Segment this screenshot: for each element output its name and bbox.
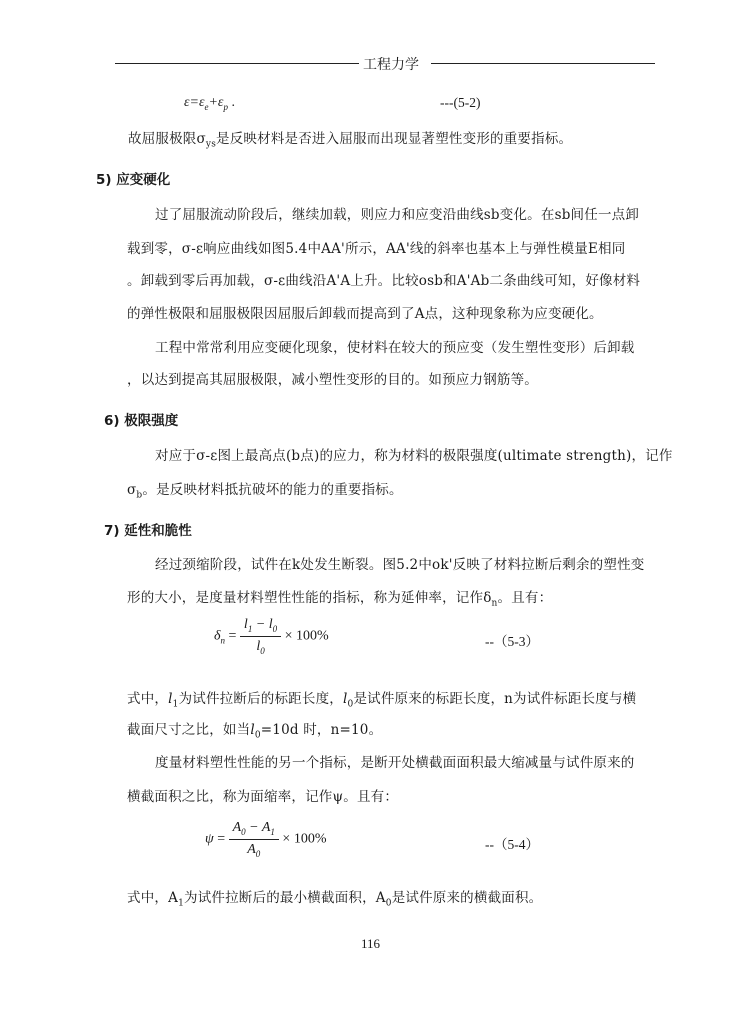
paragraph-line: 度量材料塑性性能的另一个指标，是断开处横截面面积最大缩减量与试件原来的 (155, 755, 635, 771)
page-number: 116 (360, 936, 381, 951)
equation-number-5-4: --（5-4） (485, 837, 539, 852)
header-rule-left (115, 63, 359, 64)
paragraph-line: $\sigma_b$。是反映材料抵抗破坏的能力的重要指标。 (127, 482, 403, 501)
section-heading-ductility: 7) 延性和脆性 (104, 523, 192, 539)
paragraph-line: 形的大小，是度量材料塑性性能的指标，称为延伸率，记作$\delta_n$。且有： (127, 590, 553, 609)
section-heading-ultimate-strength: 6) 极限强度 (104, 413, 179, 429)
fraction-elongation: $\frac{l_1 - l_0}{l_0}$ (240, 617, 281, 656)
paragraph-line: 横截面积之比，称为面缩率，记作ψ。且有： (127, 789, 399, 805)
header-rule-right (431, 63, 655, 64)
fraction-area-reduction: $\frac{A_0 - A_1}{A_0}$ (229, 820, 279, 859)
paragraph-line: 工程中常常利用应变硬化现象，使材料在较大的预应变（发生塑性变形）后卸载 (155, 340, 635, 356)
paragraph-line: 载到零，σ-ε响应曲线如图5.4中AA'所示，AA'线的斜率也基本上与弹性模量E相同 (127, 241, 626, 257)
running-header (115, 52, 655, 74)
paragraph-line: 过了屈服流动阶段后，继续加载，则应力和应变沿曲线sb变化。在sb间任一点卸 (155, 207, 640, 223)
equation-number-5-2: ---(5-2) (440, 95, 481, 110)
paragraph-yield-limit: 故屈服极限$\sigma_{ys}$是反映材料是否进入屈服而出现显著塑性变形的重要指标。 (128, 131, 573, 150)
equation-5-2: $\varepsilon=\varepsilon_e+\varepsilon_p$ . (184, 95, 235, 112)
equation-5-4: ψ = $\frac{A_0 - A_1}{A_0}$ × 100% (205, 820, 327, 859)
paragraph-line: 式中，$A_1$为试件拉断后的最小横截面积，$A_0$是试件原来的横截面积。 (127, 890, 543, 909)
paragraph-line: 。卸载到零后再加载，σ-ε曲线沿A'A上升。比较osb和A'Ab二条曲线可知，好像材料 (127, 273, 641, 289)
paragraph-line: 式中，$l_1$为试件拉断后的标距长度，$l_0$是试件原来的标距长度，n为试件标距长度与横 (127, 691, 637, 710)
header-title: 工程力学 (363, 57, 419, 73)
section-heading-strain-hardening: 5) 应变硬化 (96, 172, 171, 188)
paragraph-line: ，以达到提高其屈服极限，减小塑性变形的目的。如预应力钢筋等。 (127, 372, 538, 388)
paragraph-line: 对应于σ-ε图上最高点(b点)的应力，称为材料的极限强度(ultimate strength)，记作 (155, 448, 673, 464)
paragraph-line: 的弹性极限和屈服极限因屈服后卸载而提高到了A点，这种现象称为应变硬化。 (127, 306, 603, 322)
paragraph-line: 截面尺寸之比，如当$l_0=10d$ 时，n=10。 (127, 722, 383, 741)
equation-number-5-3: --（5-3） (485, 634, 539, 649)
paragraph-line: 经过颈缩阶段，试件在k处发生断裂。图5.2中ok'反映了材料拉断后剩余的塑性变 (155, 557, 645, 573)
equation-5-3: $\delta_n$ = $\frac{l_1 - l_0}{l_0}$ × 100% (214, 617, 329, 656)
